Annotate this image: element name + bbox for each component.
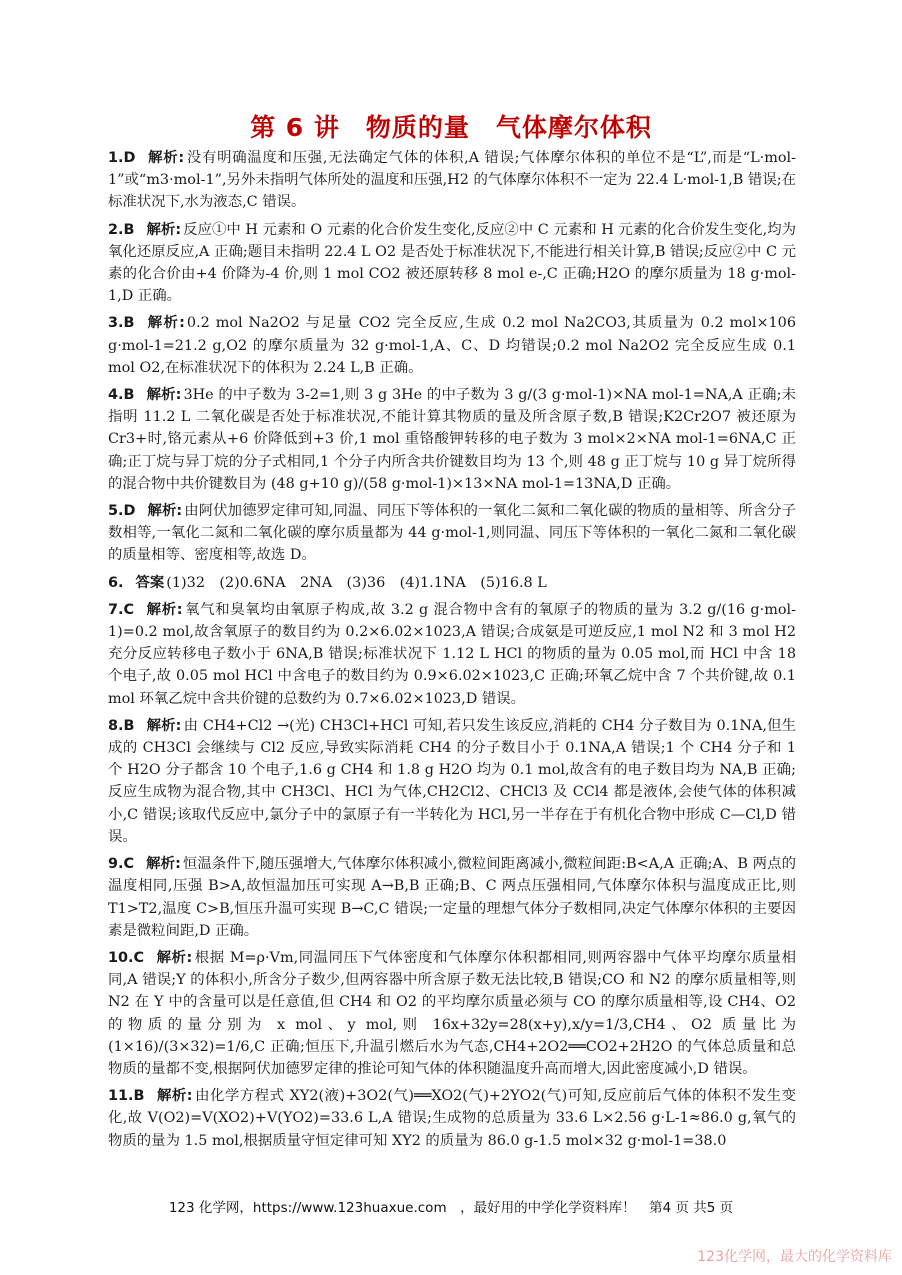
item-text: 由阿伏加德罗定律可知,同温、同压下等体积的一氧化二氮和二氧化碳的物质的量相等、所含分子数相等,一氧化二氮和二氧化碳的摩尔质量都为 44 g·mol-1,则同温、同压下等体积的一氧化二氮和二氧化碳的质量相等、密度相等,故选 D。	[108, 503, 796, 564]
list-item	[108, 572, 796, 594]
watermark: 123化学网，最大的化学资料库	[697, 1249, 892, 1265]
item-number: 11.B	[108, 1088, 145, 1105]
item-text: 没有明确温度和压强,无法确定气体的体积,A 错误;气体摩尔体积的单位不是“L”,而是“L·mol-1”或“m3·mol-1”,另外未指明气体所处的温度和压强,H2 的气体摩尔体积不一定为 22.4 L·mol-1,B 错误;在标准状况下,水为液态,C 错误。	[108, 150, 796, 211]
item-text: 反应①中 H 元素和 O 元素的化合价发生变化,反应②中 C 元素和 H 元素的化合价发生变化,均为氧化还原反应,A 正确;题目未指明 22.4 L O2 是否处于标准状况下,不能进行相关计算,B 错误;反应②中 C 元素的化合价由+4 价降为-4 价,则 1 mol CO2 被还原转移 8 mol e-,C 正确;H2O 的摩尔质量为 18 g·mol-1,D 正确。	[108, 221, 796, 305]
list-item	[108, 599, 796, 710]
item-text: 氧气和臭氧均由氧原子构成,故 3.2 g 混合物中含有的氧原子的物质的量为 3.2 g/(16 g·mol-1)=0.2 mol,故含氧原子的数目约为 0.2×6.02×1023,A 错误;合成氨是可逆反应,1 mol N2 和 3 mol H2 充分反应转移电子数小于 6NA,B 错误;标准状况下 1.12 L HCl 的物质的量为 0.05 mol,而 HCl 中含 18 个电子,故 0.05 mol HCl 中含电子的数目约为 0.9×6.02×1023,C 正确;环氧乙烷中含 7 个共价键,故 0.1 mol 环氧乙烷中含共价键的总数约为 0.7×6.02×1023,D 错误。	[108, 601, 797, 707]
list-item	[108, 853, 796, 942]
item-number: 1.D	[108, 150, 136, 166]
item-label: 解析:	[146, 315, 185, 332]
solution-list	[108, 147, 796, 1157]
item-text: 由化学方程式 XY2(液)+3O2(气)══XO2(气)+2YO2(气)可知,反应前后气体的体积不发生变化,故 V(O2)=V(XO2)+V(YO2)=33.6 L,A 错误;生成物的总质量为 33.6 L×2.56 g·L-1≈86.0 g,氧气的物质的量为 1.5 mol,根据质量守恒定律可知 XY2 的质量为 86.0 g-1.5 mol×32 g·mol-1=38.0	[108, 1088, 796, 1149]
item-text: 0.2 mol Na2O2 与足量 CO2 完全反应,生成 0.2 mol Na2CO3,其质量为 0.2 mol×106 g·mol-1=21.2 g,O2 的摩尔质量为 32 g·mol-1,A、C、D 均错误;0.2 mol Na2O2 完全反应生成 0.1 mol O2,在标准状况下的体积为 2.24 L,B 正确。	[108, 315, 796, 376]
list-item	[108, 147, 796, 214]
item-number: 5.D	[108, 503, 136, 520]
item-number: 3.B	[108, 315, 135, 332]
item-label: 解析:	[146, 717, 182, 734]
item-number: 4.B	[108, 387, 135, 404]
list-item	[108, 384, 796, 495]
item-text: (1)32 (2)0.6NA 2NA (3)36 (4)1.1NA (5)16.8 L	[166, 574, 547, 591]
item-text: 根据 M=ρ·Vm,同温同压下气体密度和气体摩尔体积都相同,则两容器中气体平均摩尔质量相同,A 错误;Y 的体积小,所含分子数少,但两容器中所含原子数无法比较,B 错误;CO 和 N2 的摩尔质量相等,则 N2 在 Y 中的含量可以是任意值,但 CH4 和 O2 的平均摩尔质量必须与 CO 的摩尔质量相等,设 CH4、O2 的物质的量分别为 x mol、y mol,则 16x+32y=28(x+y),x/y=1/3,CH4、O2 质量比为 (1×16)/(3×32)=1/6,C 正确;恒压下,升温引燃后水为气态,CH4+2O2══CO2+2H2O 的气体总质量和总物质的量都不变,根据阿伏加德罗定律的推论可知气体的体积随温度升高而增大,因此密度减小,D 错误。	[108, 949, 796, 1077]
item-text: 由 CH4+Cl2 →(光) CH3Cl+HCl 可知,若只发生该反应,消耗的 CH4 分子数目为 0.1NA,但生成的 CH3Cl 会继续与 Cl2 反应,导致实际消耗 CH4 的分子数目小于 0.1NA,A 错误;1 个 CH4 分子和 1 个 H2O 分子都含 10 个电子,1.6 g CH4 和 1.8 g H2O 均为 0.1 mol,故含有的电子数目均为 NA,B 正确;反应生成物为混合物,其中 CH3Cl、HCl 为气体,CH2Cl2、CHCl3 及 CCl4 都是液体,会使气体的体积减小,C 错误;该取代反应中,氯分子中的氯原子有一半转化为 HCl,另一半存在于有机化合物中形成 C—Cl,D 错误。	[108, 717, 796, 845]
item-number: 2.B	[108, 221, 135, 238]
item-label: 解析:	[146, 221, 182, 238]
item-number: 9.C	[108, 856, 135, 873]
page-title: 第 6 讲 物质的量 气体摩尔体积	[250, 113, 652, 142]
item-number: 8.B	[108, 717, 135, 734]
item-label: 答案	[135, 574, 165, 591]
item-label: 解析:	[146, 856, 181, 873]
item-label: 解析:	[147, 503, 183, 520]
list-item	[108, 1085, 796, 1152]
page-footer: 123 化学网，https://www.123huaxue.com ，最好用的中学化学资料库！ 第4 页 共5 页	[168, 1200, 734, 1216]
item-number: 7.C	[108, 601, 135, 618]
list-item	[108, 715, 796, 848]
item-text: 恒温条件下,随压强增大,气体摩尔体积减小,微粒间距离减小,微粒间距:B<A,A 正确;A、B 两点的温度相同,压强 B>A,故恒温加压可实现 A→B,B 正确;B、C 两点压强相同,气体摩尔体积与温度成正比,则 T1>T2,温度 C>B,恒压升温可实现 B→C,C 错误;一定量的理想气体分子数相同,决定气体摩尔体积的主要因素是微粒间距,D 正确。	[108, 856, 796, 939]
item-label: 解析:	[156, 949, 193, 966]
list-item	[108, 219, 796, 308]
list-item	[108, 947, 796, 1080]
item-label: 解析:	[146, 601, 183, 618]
item-number: 10.C	[108, 949, 145, 966]
item-label: 解析:	[147, 150, 185, 166]
list-item	[108, 312, 796, 379]
list-item	[108, 500, 796, 567]
item-label: 解析:	[146, 387, 182, 404]
item-text: 3He 的中子数为 3-2=1,则 3 g 3He 的中子数为 3 g/(3 g·mol-1)×NA mol-1=NA,A 正确;未指明 11.2 L 二氧化碳是否处于标准状况,不能计算其物质的量及所含原子数,B 错误;K2Cr2O7 被还原为 Cr3+时,铬元素从+6 价降低到+3 价,1 mol 重铬酸钾转移的电子数为 3 mol×2×NA mol-1=6NA,C 正确;正丁烷与异丁烷的分子式相同,1 个分子内所含共价键数目均为 13 个,则 48 g 正丁烷与 10 g 异丁烷所得的混合物中共价键数目为 (48 g+10 g)/(58 g·mol-1)×13×NA mol-1=13NA,D 正确。	[108, 387, 796, 492]
item-number: 6.	[108, 574, 124, 591]
item-label: 解析:	[156, 1088, 193, 1105]
